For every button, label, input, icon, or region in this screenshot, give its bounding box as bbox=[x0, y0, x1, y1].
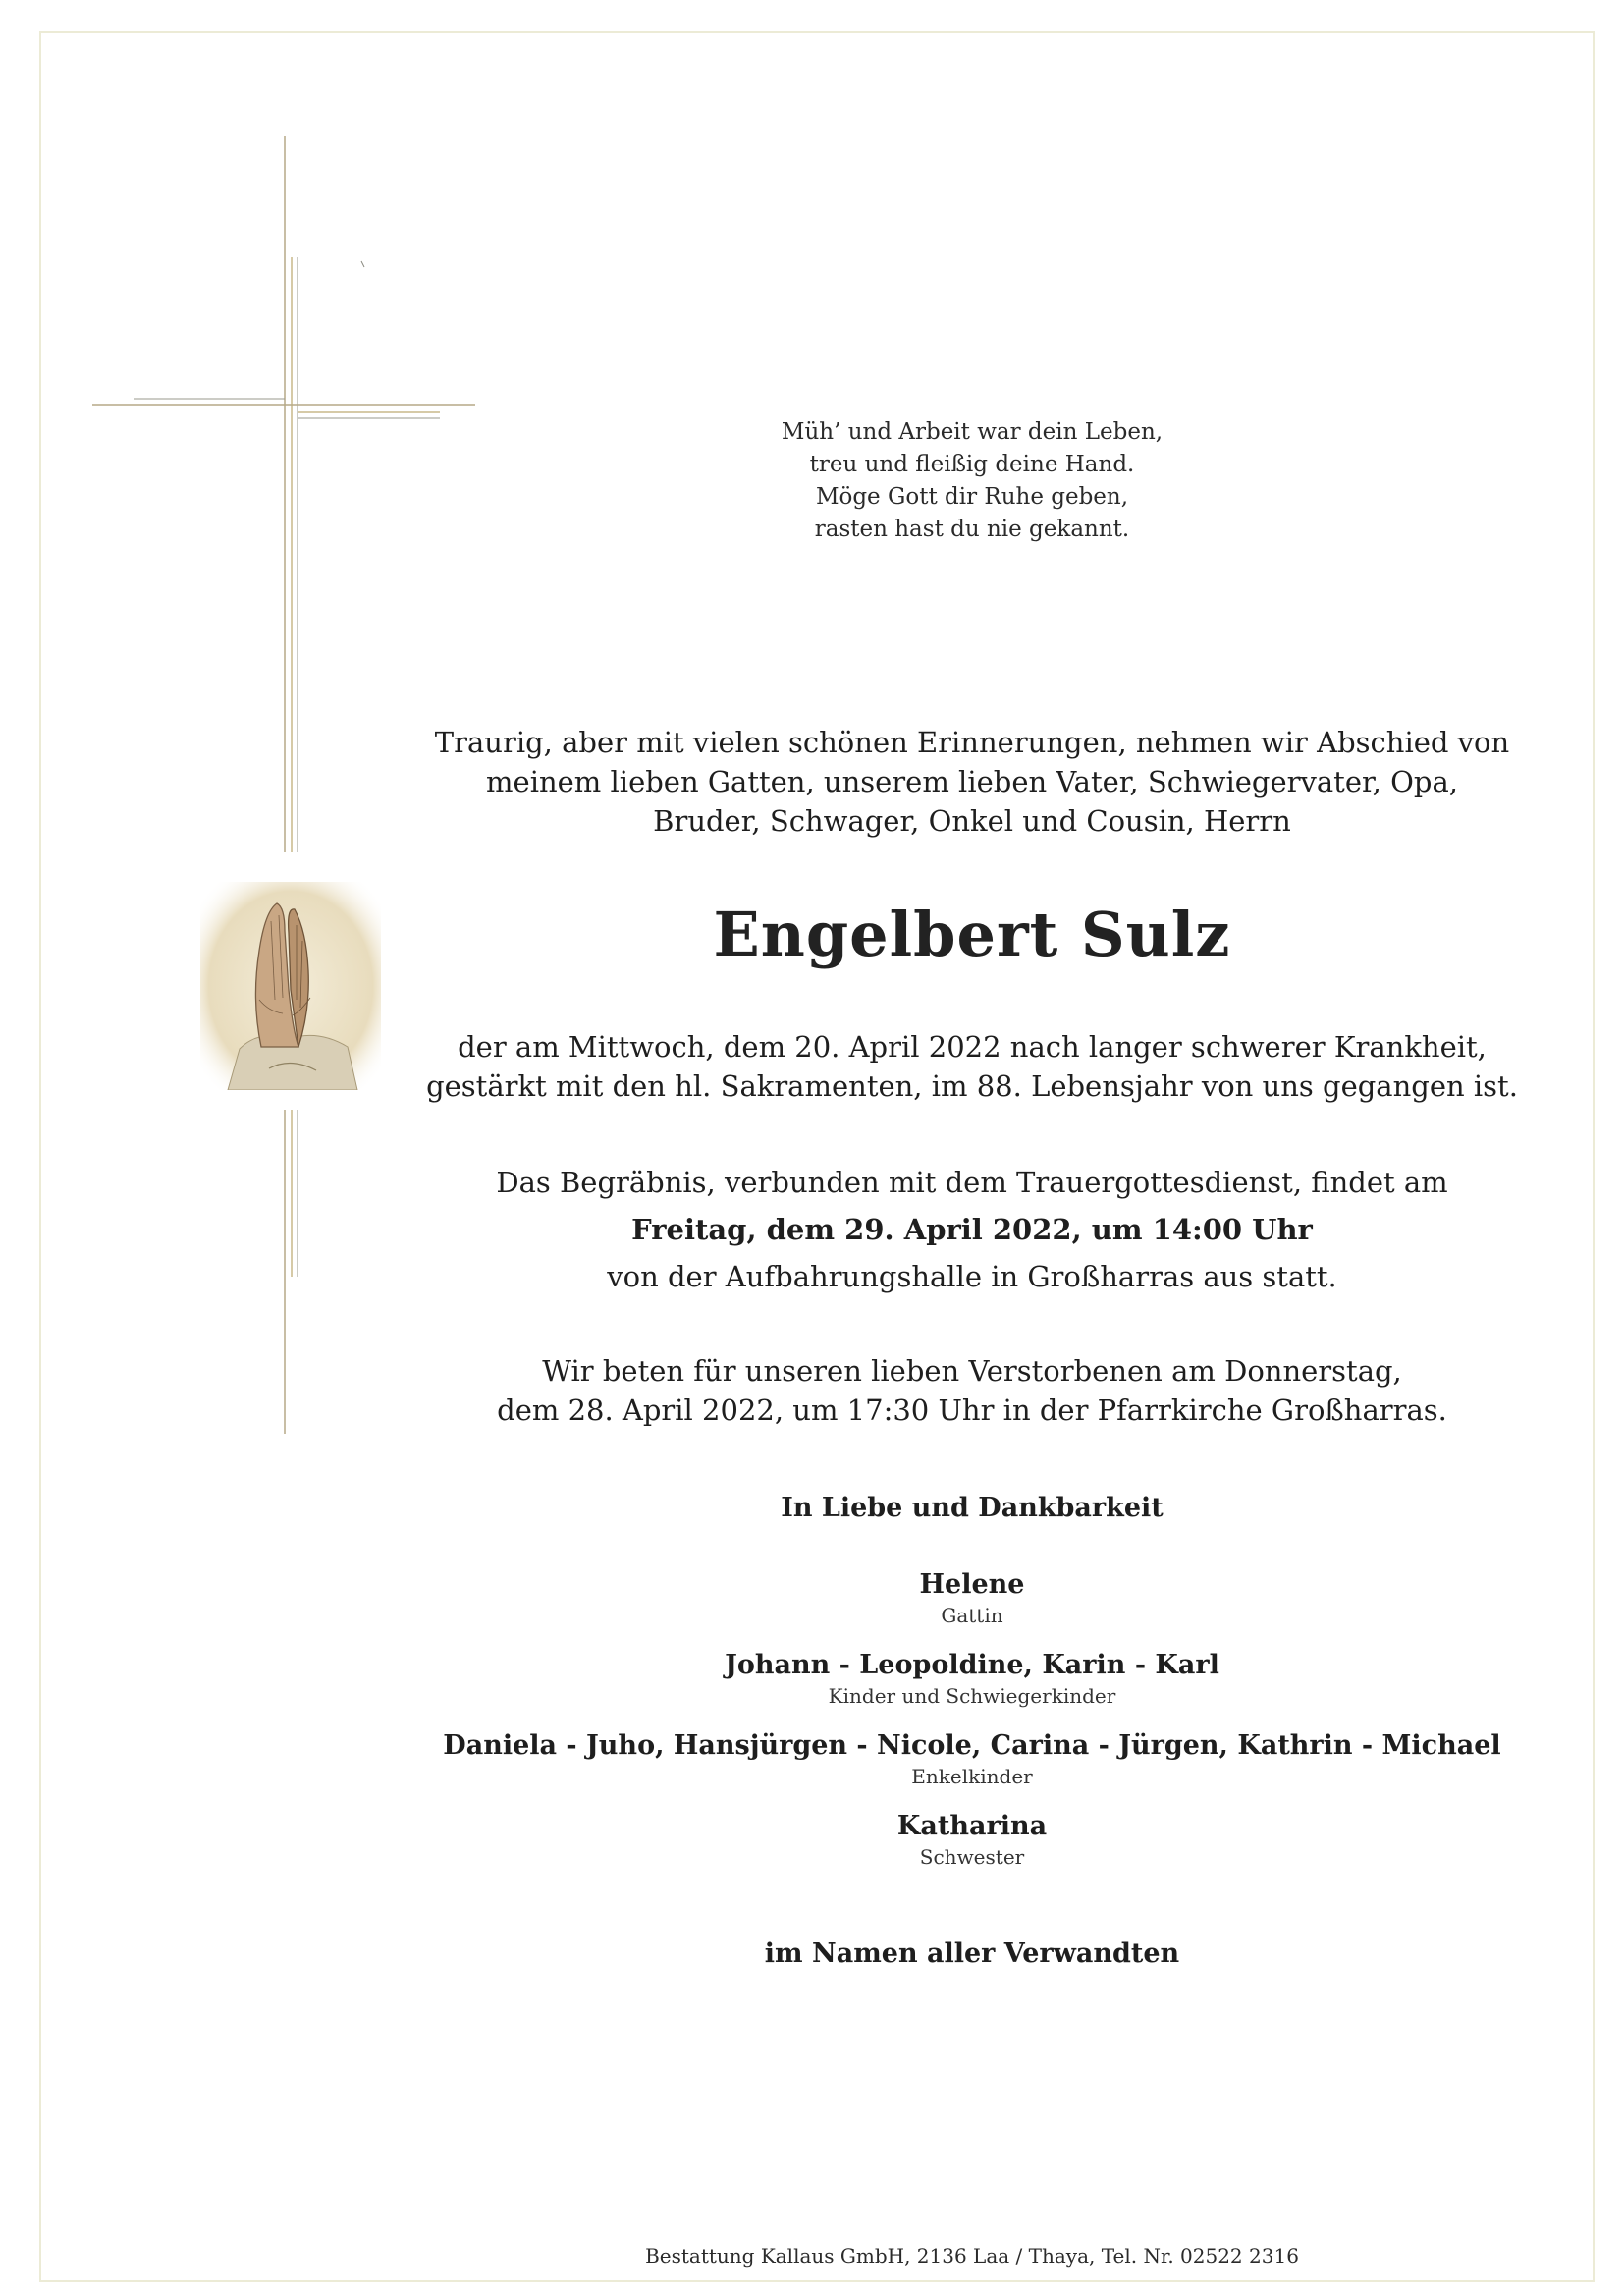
mourner-names: Katharina bbox=[896, 1811, 1048, 1841]
funeral-info bbox=[412, 1159, 1532, 1300]
prayer-info bbox=[412, 1351, 1532, 1430]
mourner-role: Schwester bbox=[919, 1845, 1025, 1869]
death-line: gestärkt mit den hl. Sakramenten, im 88. Lebensjahr von uns gegangen ist. bbox=[426, 1069, 1518, 1103]
motto-verse bbox=[412, 416, 1532, 546]
intro-line: Bruder, Schwager, Onkel und Cousin, Herrn bbox=[653, 804, 1291, 838]
final-line: im Namen aller Verwandten bbox=[764, 1939, 1180, 1969]
praying-hands-icon bbox=[200, 882, 381, 1090]
mourner-role: Kinder und Schwiegerkinder bbox=[828, 1684, 1116, 1708]
prayer-line: Wir beten für unseren lieben Verstorbenen am Donnerstag, bbox=[542, 1354, 1402, 1388]
death-line: der am Mittwoch, dem 20. April 2022 nach langer schwerer Krankheit, bbox=[458, 1030, 1487, 1064]
mourner-names: Daniela - Juho, Hansjürgen - Nicole, Carina - Jürgen, Kathrin - Michael bbox=[443, 1730, 1501, 1761]
footer-undertaker: Bestattung Kallaus GmbH, 2136 Laa / Thaya, Tel. Nr. 02522 2316 bbox=[645, 2244, 1299, 2268]
mourner-group bbox=[412, 1648, 1532, 1709]
motto-line: treu und fleißig deine Hand. bbox=[809, 452, 1135, 477]
mourner-names: Johann - Leopoldine, Karin - Karl bbox=[725, 1650, 1219, 1680]
mourner-role: Enkelkinder bbox=[911, 1765, 1033, 1788]
intro-text bbox=[412, 723, 1532, 841]
motto-line: Müh’ und Arbeit war dein Leben, bbox=[781, 419, 1164, 445]
deceased-name: Engelbert Sulz bbox=[713, 899, 1231, 970]
mourner-group bbox=[412, 1809, 1532, 1870]
motto-line: Möge Gott dir Ruhe geben, bbox=[815, 484, 1129, 510]
intro-line: meinem lieben Gatten, unserem lieben Vater, Schwiegervater, Opa, bbox=[486, 765, 1458, 798]
death-notice bbox=[412, 1027, 1532, 1106]
mourners-list bbox=[412, 1567, 1532, 1889]
mourner-names: Helene bbox=[919, 1569, 1025, 1600]
mourner-group bbox=[412, 1728, 1532, 1789]
motto-line: rasten hast du nie gekannt. bbox=[814, 517, 1130, 542]
mourner-group bbox=[412, 1567, 1532, 1628]
mourner-role: Gattin bbox=[941, 1604, 1003, 1627]
intro-line: Traurig, aber mit vielen schönen Erinnerungen, nehmen wir Abschied von bbox=[434, 726, 1510, 759]
closing-phrase: In Liebe und Dankbarkeit bbox=[781, 1493, 1164, 1523]
funeral-location: von der Aufbahrungshalle in Großharras aus statt. bbox=[607, 1260, 1337, 1293]
funeral-date: Freitag, dem 29. April 2022, um 14:00 Uhr bbox=[631, 1213, 1313, 1246]
funeral-line: Das Begräbnis, verbunden mit dem Trauergottesdienst, findet am bbox=[496, 1166, 1448, 1199]
prayer-line: dem 28. April 2022, um 17:30 Uhr in der Pfarrkirche Großharras. bbox=[497, 1394, 1447, 1427]
